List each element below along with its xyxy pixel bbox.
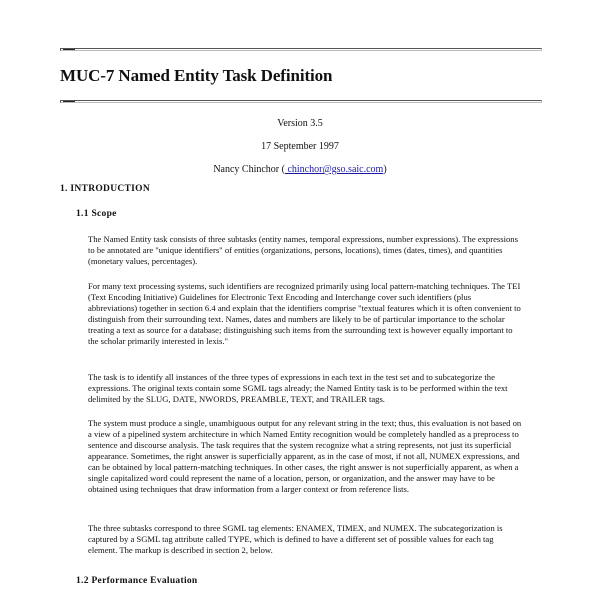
- document-title: MUC-7 Named Entity Task Definition: [60, 66, 333, 85]
- paragraph-scope-5: The three subtasks correspond to three SGML tag elements: ENAMEX, TIMEX, and NUMEX. The subcategorization is captured by a SGML tag attribute called TYPE, which is defined to have a different set of possible values for each tag element. The markup is described in section 2, below.: [88, 523, 503, 555]
- paragraph-scope-1: The Named Entity task consists of three subtasks (entity names, temporal expressions, number expressions). The expressions to be annotated are "unique identifiers" of entities (organizations, persons, locations), times (dates, times), and quantities (monetary values, percentages).: [88, 234, 518, 266]
- author-email-link[interactable]: chinchor@gso.saic.com: [284, 164, 384, 175]
- author-suffix: ): [383, 164, 387, 175]
- horizontal-rule-bottom: [60, 100, 542, 103]
- paragraph-scope-4: The system must produce a single, unambiguous output for any relevant string in the text; thus, this evaluation is not based on a view of a pipelined system architecture in which Named Entity recognition would be completely handled as a preprocess to sentence and discourse analysis. The task requires that the system recognize what a string represents, not just its superficial appearance. Sometimes, the right answer is superficially apparent, as in the case of most, if not all, NUMEX expressions, and can be obtained by local pattern-matching techniques. In other cases, the right answer is not superficially apparent, as when a single capitalized word could represent the name of a location, person, or organization, and the answer may have to be obtained using techniques that draw information from a larger context or from reference lists.: [88, 418, 522, 494]
- author-name: Nancy Chinchor (: [213, 164, 285, 175]
- author-line: [0, 164, 600, 175]
- horizontal-rule-top: [60, 48, 542, 51]
- paragraph-scope-2: For many text processing systems, such identifiers are recognized primarily using local pattern-matching techniques. The TEI (Text Encoding Initiative) Guidelines for Electronic Text Encoding and Interchange cover such identifiers (plus abbreviations) together in section 6.4 and explain that the identifiers comprise "textual features which it is often convenient to distinguish from their surrounding text. Names, dates and numbers are likely to be of particular importance to the scholar treating a text as source for a database; distinguishing such items from the surrounding text is however equally important to the scholar primarily interested in lexis.": [88, 281, 521, 346]
- paragraph-scope-3: The task is to identify all instances of the three types of expressions in each text in the test set and to subcategorize the expressions. The original texts contain some SGML tags already; the Named Entity task is to be performed within the text delimited by the SLUG, DATE, NWORDS, PREAMBLE, TEXT, and TRAILER tags.: [88, 372, 508, 404]
- section-heading-scope: 1.1 Scope: [76, 209, 117, 219]
- version-line: Version 3.5: [277, 118, 323, 129]
- section-heading-performance-evaluation: 1.2 Performance Evaluation: [76, 576, 198, 586]
- section-heading-introduction: 1. INTRODUCTION: [60, 184, 151, 194]
- date-line: 17 September 1997: [261, 141, 339, 152]
